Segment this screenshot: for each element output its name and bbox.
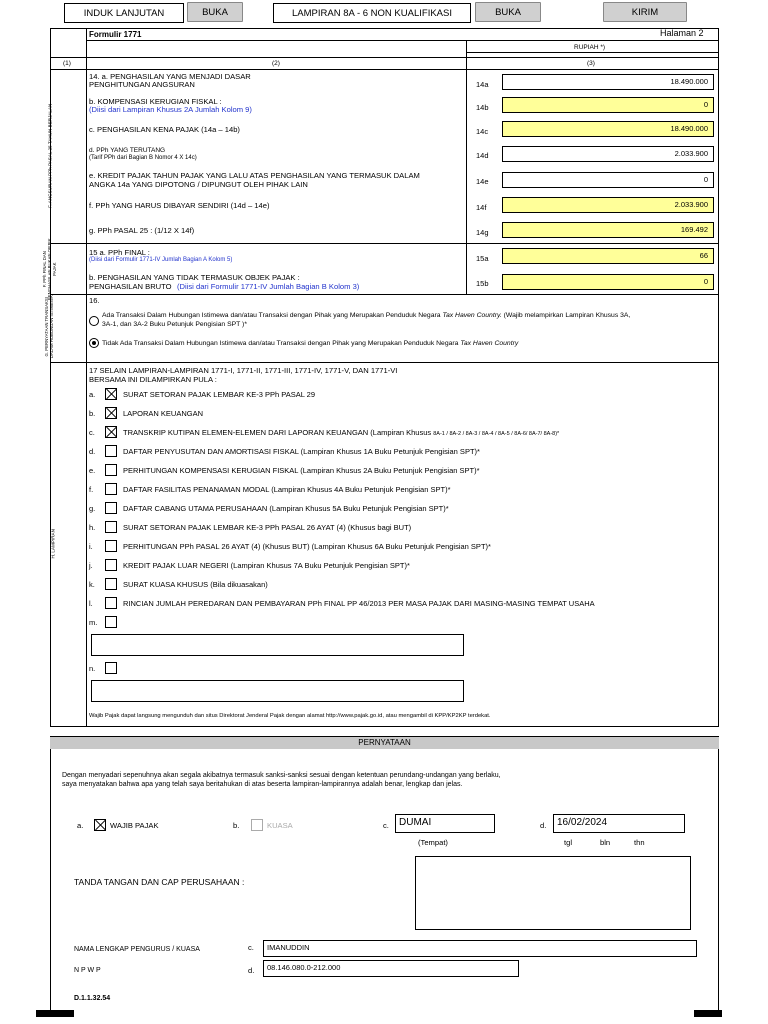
kuasa-checkbox[interactable]	[251, 819, 263, 831]
attachment-subtext: 8A-1 / 8A-2 / 8A-3 / 8A-4 / 8A-5 / 8A-6/ 8A-7/ 8A-8)*	[433, 431, 560, 437]
rupiah-header: RUPIAH *)	[574, 44, 606, 51]
r14a-value[interactable]: 18.490.000	[502, 74, 714, 90]
r15b-label: b. PENGHASILAN YANG TIDAK TERMASUK OBJEK PAJAK :	[89, 273, 300, 282]
induk-lanjutan-field: INDUK LANJUTAN	[64, 3, 184, 23]
attachment-letter: h.	[89, 523, 96, 532]
r14a-label: 14. a. PENGHASILAN YANG MENJADI DASAR	[89, 72, 251, 81]
corner-marker-left	[36, 1010, 74, 1017]
tanggal-letter: d.	[540, 821, 547, 830]
attachment-text: RINCIAN JUMLAH PEREDARAN DAN PEMBAYARAN PPh FINAL PP 46/2013 PER MASA PAJAK DARI MASING-MASING TEMPAT USAHA	[123, 599, 595, 608]
attachment-label	[123, 390, 315, 399]
attachment-text: DAFTAR CABANG UTAMA PERUSAHAAN (Lampiran Khusus 5A Buku Petunjuk Pengisian SPT)*	[123, 504, 449, 513]
attachment-label	[123, 599, 595, 608]
wajib-pajak-label: WAJIB PAJAK	[110, 821, 159, 830]
attachment-n-input[interactable]	[91, 680, 464, 702]
kuasa-label: KUASA	[267, 821, 293, 830]
r14f-value[interactable]: 2.033.900	[502, 197, 714, 213]
attachment-letter: a.	[89, 390, 96, 399]
r16-opt2: Tidak Ada Transaksi Dalam Hubungan Istimewa dan/atau Transaksi dengan Pihak yang Merupakan Penduduk Negara Tax Haven Country	[102, 340, 519, 347]
nama-letter: c.	[248, 943, 254, 952]
form-code: D.1.1.32.54	[74, 995, 111, 1002]
tempat-input[interactable]: DUMAI	[395, 814, 495, 833]
tempat-letter: c.	[383, 821, 389, 830]
attachment-m-input[interactable]	[91, 634, 464, 656]
page-number: Halaman 2	[660, 28, 704, 38]
r14g-code: 14g	[476, 228, 489, 237]
r14d-note: (Tarif PPh dari Bagian B Nomor 4 X 14c)	[89, 155, 197, 161]
r14e-value[interactable]: 0	[502, 172, 714, 188]
r14a-label2: PENGHITUNGAN ANGSURAN	[89, 80, 195, 89]
attachment-text: SURAT SETORAN PAJAK LEMBAR KE-3 PPh PASAL 26 AYAT (4) (Khusus bagi BUT)	[123, 523, 412, 532]
attachment-checkbox[interactable]	[105, 559, 117, 571]
r15b-code: 15b	[476, 279, 489, 288]
section-h-label: G. PERNYATAAN TRANSAKSI DALAM HUBUNGAN ISTIMEWA	[44, 295, 54, 359]
section-f-label: F. ANGSURAN PPh PASAL 25 TAHUN BERJALAN	[47, 103, 53, 208]
attachment-label	[123, 542, 491, 551]
bln-caption: bln	[600, 838, 611, 847]
col2-header: (2)	[272, 60, 280, 67]
r14e-label2: ANGKA 14a YANG DIPOTONG / DIPUNGUT OLEH PIHAK LAIN	[89, 180, 308, 189]
attachment-text: SURAT SETORAN PAJAK LEMBAR KE-3 PPh PASAL 29	[123, 390, 316, 399]
lampiran-field: LAMPIRAN 8A - 6 NON KUALIFIKASI	[273, 3, 471, 23]
attachment-label	[123, 523, 411, 532]
col1-header: (1)	[63, 60, 71, 67]
r16-number: 16.	[89, 296, 100, 305]
attachment-letter: f.	[89, 485, 94, 494]
tanggal-input[interactable]: 16/02/2024	[553, 814, 685, 833]
wajib-pajak-letter: a.	[77, 821, 84, 830]
r15a-note: (Diisi dari Formulir 1771-IV Jumlah Bagian A Kolom 5)	[89, 257, 233, 263]
attachment-n-letter: n.	[89, 664, 96, 673]
attachment-text: KREDIT PAJAK LUAR NEGERI (Lampiran Khusus 7A Buku Petunjuk Pengisian SPT)*	[123, 561, 410, 570]
r14b-note: (Diisi dari Lampiran Khusus 2A Jumlah Kolom 9)	[89, 105, 252, 114]
kirim-button[interactable]: KIRIM	[603, 2, 687, 22]
attachment-checkbox[interactable]	[105, 445, 117, 457]
npwp-letter: d.	[248, 966, 255, 975]
r14g-label: g. PPh PASAL 25 : (1/12 X 14f)	[89, 226, 195, 235]
nama-label: NAMA LENGKAP PENGURUS / KUASA	[74, 946, 200, 953]
transaksi-tidak-ada-radio[interactable]	[89, 338, 99, 348]
attachment-letter: j.	[89, 561, 93, 570]
r15b-note: (Diisi dari Formulir 1771-IV Jumlah Bagian B Kolom 3)	[177, 282, 360, 291]
r15a-code: 15a	[476, 254, 489, 263]
attachment-checkbox[interactable]	[105, 407, 117, 419]
pernyataan-text2: saya menyatakan bahwa apa yang telah saya beritahukan di atas beserta lampiran-lampirannya adalah benar, lengkap dan jelas.	[62, 781, 463, 788]
r15a-label: 15 a. PPh FINAL :	[89, 248, 150, 257]
form-title: Formulir 1771	[89, 30, 142, 39]
r15a-value[interactable]: 66	[502, 248, 714, 264]
attachment-letter: b.	[89, 409, 96, 418]
attachment-text: DAFTAR PENYUSUTAN DAN AMORTISASI FISKAL (Lampiran Khusus 1A Buku Petunjuk Pengisian SPT)*	[123, 447, 480, 456]
attachment-label	[123, 466, 480, 475]
attachment-checkbox[interactable]	[105, 521, 117, 533]
r15b-bruto: PENGHASILAN BRUTO	[89, 282, 172, 291]
attachment-label	[123, 504, 449, 513]
attachment-label	[123, 561, 410, 570]
attachment-text: PERHITUNGAN PPh PASAL 26 AYAT (4) (Khusus BUT) (Lampiran Khusus 6A Buku Petunjuk Pengisian SPT)*	[123, 542, 491, 551]
attachment-checkbox[interactable]	[105, 426, 117, 438]
download-note: Wajib Pajak dapat langsung mengunduh dan situs Direktorat Jenderal Pajak dengan alamat http://www.pajak.go.id, atau mengambil di KPP/KP2KP terdekat.	[89, 713, 491, 719]
attachment-letter: k.	[89, 580, 95, 589]
col3-header: (3)	[587, 60, 595, 67]
r14d-value[interactable]: 2.033.900	[502, 146, 714, 162]
kuasa-letter: b.	[233, 821, 240, 830]
attachment-text: SURAT KUASA KHUSUS (Bila dikuasakan)	[123, 580, 268, 589]
ttd-label: TANDA TANGAN DAN CAP PERUSAHAAN :	[74, 877, 245, 887]
attachment-label	[123, 428, 559, 437]
attachment-letter: l.	[89, 599, 93, 608]
attachment-label	[123, 485, 451, 494]
pernyataan-text1: Dengan menyadari sepenuhnya akan segala akibatnya termasuk sanksi-sanksi sesuai dengan ketentuan perundang-undangan yang berlaku,	[62, 772, 501, 779]
r14c-label: c. PENGHASILAN KENA PAJAK (14a – 14b)	[89, 125, 240, 134]
attachment-checkbox[interactable]	[105, 502, 117, 514]
buka-induk-button[interactable]: BUKA	[187, 2, 243, 22]
wajib-pajak-checkbox[interactable]	[94, 819, 106, 831]
attachment-text: DAFTAR FASILITAS PENANAMAN MODAL (Lampiran Khusus 4A Buku Petunjuk Pengisian SPT)*	[123, 485, 451, 494]
nama-input[interactable]: IMANUDDIN	[263, 940, 697, 957]
attachment-label	[123, 409, 203, 418]
r14g-value[interactable]: 169.492	[502, 222, 714, 238]
r17-subtitle: BERSAMA INI DILAMPIRKAN PULA :	[89, 375, 217, 384]
r16-opt1-line2: 3A-1, dan 3A-2 Buku Petunjuk Pengisian SPT )*	[102, 321, 247, 328]
tempat-caption: (Tempat)	[418, 838, 448, 847]
attachment-label	[123, 447, 480, 456]
pernyataan-title: PERNYATAAN	[50, 736, 719, 749]
attachment-n-checkbox[interactable]	[105, 662, 117, 674]
transaksi-ada-radio[interactable]	[89, 316, 99, 326]
r14f-label: f. PPh YANG HARUS DIBAYAR SENDIRI (14d – 14e)	[89, 201, 270, 210]
attachment-m-letter: m.	[89, 618, 98, 627]
attachment-text: PERHITUNGAN KOMPENSASI KERUGIAN FISKAL (Lampiran Khusus 2A Buku Petunjuk Pengisian SPT)*	[123, 466, 480, 475]
r14f-code: 14f	[476, 203, 487, 212]
attachment-checkbox[interactable]	[105, 464, 117, 476]
attachment-checkbox[interactable]	[105, 483, 117, 495]
r14d-code: 14d	[476, 151, 489, 160]
section-g-label: F. PPh FINAL DAN PENGHASILAN BUKAN OBJEK PAJAK	[41, 238, 57, 301]
corner-marker-right	[694, 1010, 722, 1017]
thn-caption: thn	[634, 838, 645, 847]
r14d-label: d. PPh YANG TERUTANG	[89, 147, 166, 154]
section-i-label: H. LAMPIRAN	[50, 529, 56, 559]
r15b-value[interactable]: 0	[502, 274, 714, 290]
attachment-letter: i.	[89, 542, 93, 551]
attachment-text: TRANSKRIP KUTIPAN ELEMEN-ELEMEN DARI LAPORAN KEUANGAN (Lampiran Khusus	[123, 428, 432, 437]
r16-opt1-line1: Ada Transaksi Dalam Hubungan Istimewa dan/atau Transaksi dengan Pihak yang Merupakan Penduduk Negara Tax Haven Country. (Wajib melampirkan Lampiran Khusus 3A,	[102, 312, 631, 319]
r14e-code: 14e	[476, 177, 489, 186]
r14e-label: e. KREDIT PAJAK TAHUN PAJAK YANG LALU ATAS PENGHASILAN YANG TERMASUK DALAM	[89, 171, 420, 180]
attachment-checkbox[interactable]	[105, 540, 117, 552]
npwp-label: N P W P	[74, 967, 101, 974]
attachment-text: LAPORAN KEUANGAN	[123, 409, 204, 418]
r14c-code: 14c	[476, 127, 489, 136]
attachment-letter: g.	[89, 504, 96, 513]
r14a-code: 14a	[476, 80, 489, 89]
r14b-value[interactable]: 0	[502, 97, 714, 113]
attachment-letter: e.	[89, 466, 96, 475]
npwp-input[interactable]: 08.146.080.0-212.000	[263, 960, 519, 977]
attachment-letter: c.	[89, 428, 95, 437]
tgl-caption: tgl	[564, 838, 573, 847]
r14b-label: b. KOMPENSASI KERUGIAN FISKAL :	[89, 97, 222, 106]
r14c-value[interactable]: 18.490.000	[502, 121, 714, 137]
attachment-checkbox[interactable]	[105, 388, 117, 400]
attachment-label	[123, 580, 268, 589]
signature-box[interactable]	[415, 856, 691, 930]
r14b-code: 14b	[476, 103, 489, 112]
attachment-m-checkbox[interactable]	[105, 616, 117, 628]
attachment-letter: d.	[89, 447, 96, 456]
r17-title: 17 SELAIN LAMPIRAN-LAMPIRAN 1771-I, 1771-II, 1771-III, 1771-IV, 1771-V, DAN 1771-VI	[89, 366, 398, 375]
attachment-checkbox[interactable]	[105, 578, 117, 590]
attachment-checkbox[interactable]	[105, 597, 117, 609]
buka-lampiran-button[interactable]: BUKA	[475, 2, 541, 22]
